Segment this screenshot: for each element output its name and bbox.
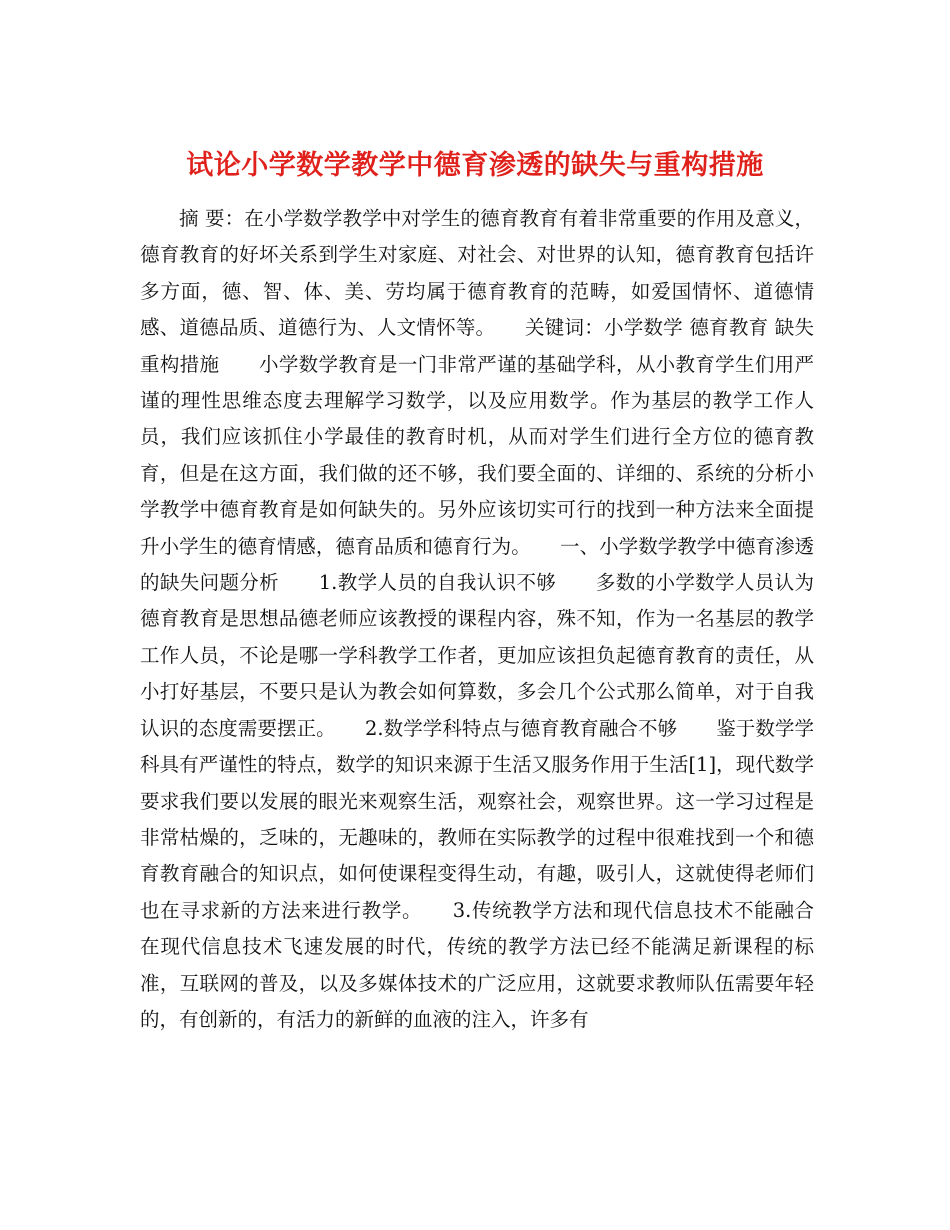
document-title: 试论小学数学教学中德育渗透的缺失与重构措施 bbox=[186, 150, 764, 182]
document-body: 摘 要：在小学数学教学中对学生的德育教育有着非常重要的作用及意义，德育教育的好坏关系到学生对家庭、对社会、对世界的认知，德育教育包括许多方面，德、智、体、美、劳均属于德育教育的范畴，如爱国情怀、道德情感、道德品质、道德行为、人文情怀等。 关键词：小学数学 德育教育 缺失 重构措施 小学数学教育是一门非常严谨的基础学科，从小教育学生们用严谨的理性思维态度去理解学习数学，以及应用数学。作为基层的教学工作人员，我们应该抓住小学最佳的教育时机，从而对学生们进行全方位的德育教育，但是在这方面，我们做的还不够，我们要全面的、详细的、系统的分析小学教学中德育教育是如何缺失的。另外应该切实可行的找到一种方法来全面提升小学生的德育情感，德育品质和德育行为。 一、小学数学教学中德育渗透的缺失问题分析 1.教学人员的自我认识不够 多数的小学数学人员认为德育教育是思想品德老师应该教授的课程内容，殊不知，作为一名基层的教学工作人员，不论是哪一学科教学工作者，更加应该担负起德育教育的责任，从小打好基层，不要只是认为教会如何算数，多会几个公式那么简单，对于自我认识的态度需要摆正。 2.数学学科特点与德育教育融合不够 鉴于数学学科具有严谨性的特点，数学的知识来源于生活又服务作用于生活[1]，现代数学要求我们要以发展的眼光来观察生活，观察社会，观察世界。这一学习过程是非常枯燥的，乏味的，无趣味的，教师在实际教学的过程中很难找到一个和德育教育融合的知识点，如何使课程变得生动，有趣，吸引人，这就使得老师们也在寻求新的方法来进行教学。 3.传统教学方法和现代信息技术不能融合 在现代信息技术飞速发展的时代，传统的教学方法已经不能满足新课程的标准，互联网的普及，以及多媒体技术的广泛应用，这就要求教师队伍需要年轻的，有创新的，有活力的新鲜的血液的注入，许多有 bbox=[140, 207, 854, 1031]
